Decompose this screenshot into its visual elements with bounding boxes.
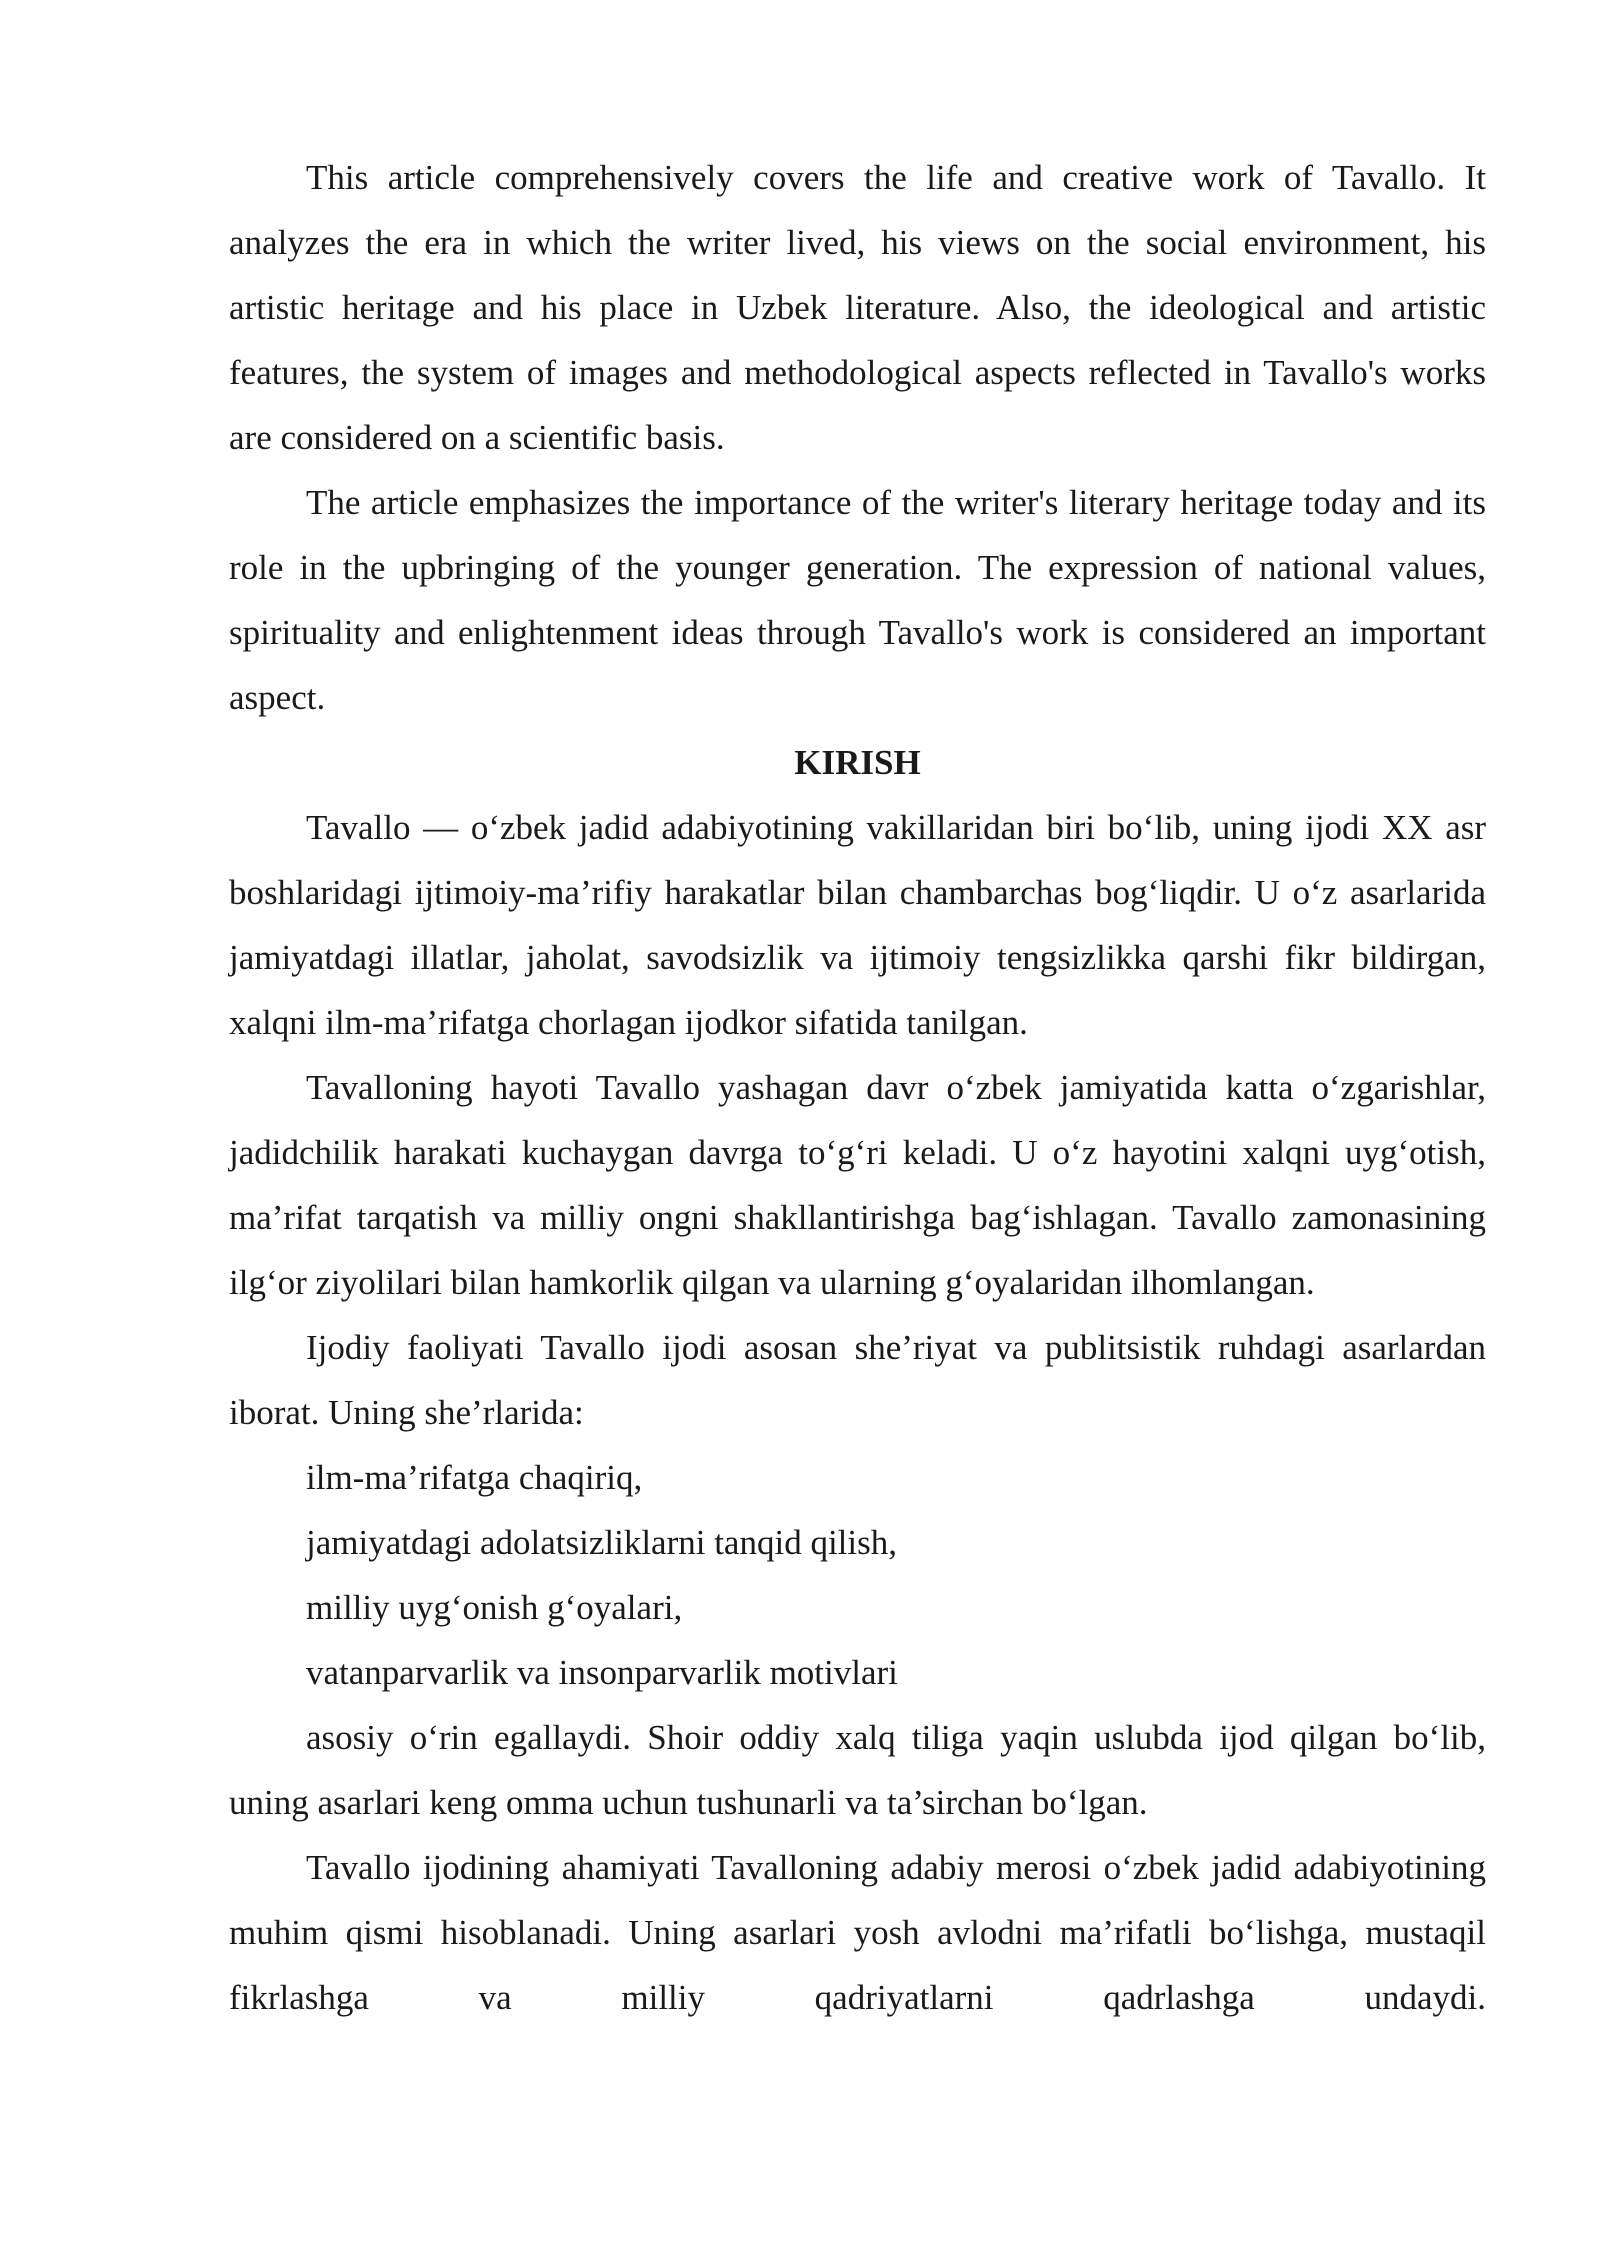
document-page — [229, 145, 1486, 2030]
abstract-paragraph-1: This article comprehensively covers the life and creative work of Tavallo. It analyzes the era in which the writer lived, his views on the social environment, his artistic heritage and his place in Uzbek literature. Also, the ideological and artistic features, the system of images and methodological aspects reflected in Tavallo's works are considered on a scientific basis. — [229, 158, 1486, 457]
intro-paragraph-3: Ijodiy faoliyati Tavallo ijodi asosan she’riyat va publitsistik ruhdagi asarlardan iborat. Uning she’rlarida: — [229, 1328, 1486, 1432]
intro-paragraph-1: Tavallo — o‘zbek jadid adabiyotining vakillaridan biri bo‘lib, uning ijodi XX asr boshlaridagi ijtimoiy-ma’rifiy harakatlar bilan chambarchas bog‘liqdir. U o‘z asarlarida jamiyatdagi illatlar, jaholat, savodsizlik va ijtimoiy tengsizlikka qarshi fikr bildirgan, xalqni ilm-ma’rifatga chorlagan ijodkor sifatida tanilgan. — [229, 808, 1486, 1042]
list-item: vatanparvarlik va insonparvarlik motivlari — [306, 1653, 898, 1692]
list-item: jamiyatdagi adolatsizliklarni tanqid qilish, — [306, 1523, 897, 1562]
intro-paragraph-4: asosiy o‘rin egallaydi. Shoir oddiy xalq tiliga yaqin uslubda ijod qilgan bo‘lib, uning asarlari keng omma uchun tushunarli va ta’sirchan bo‘lgan. — [229, 1718, 1486, 1822]
intro-paragraph-5: Tavallo ijodining ahamiyati Tavalloning adabiy merosi o‘zbek jadid adabiyotining muhim qismi hisoblanadi. Uning asarlari yosh avlodni ma’rifatli bo‘lishga, mustaqil fikrlashga va milliy qadriyatlarni qadrlashga undaydi. — [229, 1848, 1486, 2017]
list-item: milliy uyg‘onish g‘oyalari, — [306, 1588, 683, 1627]
intro-paragraph-2: Tavalloning hayoti Tavallo yashagan davr o‘zbek jamiyatida katta o‘zgarishlar, jadidchilik harakati kuchaygan davrga to‘g‘ri keladi. U o‘z hayotini xalqni uyg‘otish, ma’rifat tarqatish va milliy ongni shakllantirishga bag‘ishlagan. Tavallo zamonasining ilg‘or ziyolilari bilan hamkorlik qilgan va ularning g‘oyalaridan ilhomlangan. — [229, 1068, 1486, 1302]
section-heading: KIRISH — [794, 743, 921, 782]
list-item: ilm-ma’rifatga chaqiriq, — [306, 1458, 643, 1497]
abstract-paragraph-2: The article emphasizes the importance of the writer's literary heritage today and its role in the upbringing of the younger generation. The expression of national values, spirituality and enlightenment ideas through Tavallo's work is considered an important aspect. — [229, 483, 1486, 717]
